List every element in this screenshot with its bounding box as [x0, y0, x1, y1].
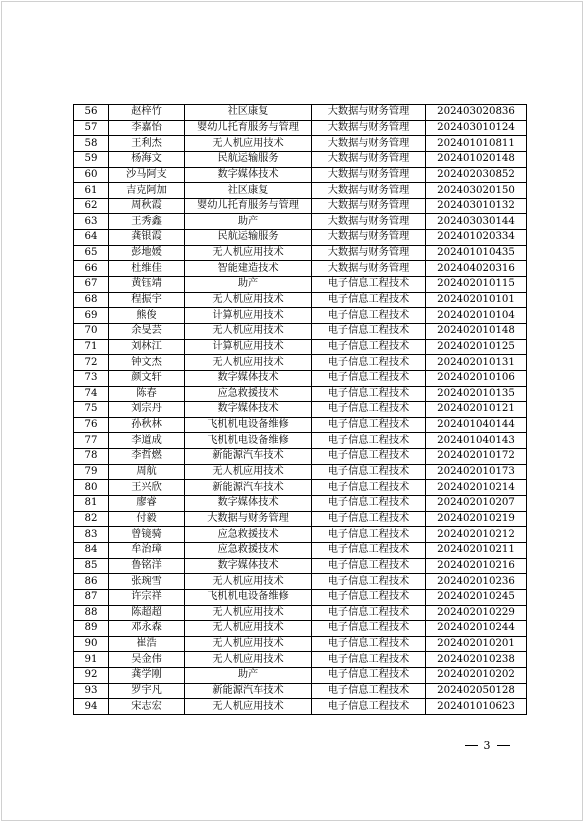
student-name-cell: 张琬雪: [109, 574, 185, 590]
major-cell: 婴幼儿托育服务与管理: [185, 120, 312, 136]
row-number-cell: 56: [74, 105, 109, 121]
row-number-cell: 79: [74, 464, 109, 480]
table-row: [74, 214, 527, 230]
major-cell: 数字媒体技术: [185, 402, 312, 418]
table-row: [74, 386, 527, 402]
college-cell: 电子信息工程技术: [312, 699, 426, 715]
student-id-cell: 202402010219: [426, 511, 527, 527]
college-cell: 电子信息工程技术: [312, 558, 426, 574]
college-cell: 大数据与财务管理: [312, 105, 426, 121]
left-dash: [465, 745, 478, 746]
table-row: [74, 480, 527, 496]
student-name-cell: 刘宗丹: [109, 402, 185, 418]
college-cell: 电子信息工程技术: [312, 496, 426, 512]
student-roster-table: [73, 104, 527, 715]
row-number-cell: 57: [74, 120, 109, 136]
row-number-cell: 92: [74, 668, 109, 684]
major-cell: 飞机机电设备维修: [185, 589, 312, 605]
student-id-cell: 202401010623: [426, 699, 527, 715]
row-number-cell: 80: [74, 480, 109, 496]
student-name-cell: 鲁铭洋: [109, 558, 185, 574]
college-cell: 电子信息工程技术: [312, 355, 426, 371]
table-row: [74, 292, 527, 308]
student-name-cell: 赵梓竹: [109, 105, 185, 121]
major-cell: 数字媒体技术: [185, 370, 312, 386]
major-cell: 民航运输服务: [185, 151, 312, 167]
table-row: [74, 355, 527, 371]
student-name-cell: 王秀鑫: [109, 214, 185, 230]
student-name-cell: 廖睿: [109, 496, 185, 512]
major-cell: 无人机应用技术: [185, 605, 312, 621]
student-id-cell: 202402010245: [426, 589, 527, 605]
row-number-cell: 94: [74, 699, 109, 715]
college-cell: 大数据与财务管理: [312, 198, 426, 214]
college-cell: 电子信息工程技术: [312, 449, 426, 465]
student-name-cell: 周航: [109, 464, 185, 480]
student-id-cell: 202402010207: [426, 496, 527, 512]
row-number-cell: 82: [74, 511, 109, 527]
student-id-cell: 202403020150: [426, 183, 527, 199]
student-id-cell: 202401040144: [426, 417, 527, 433]
row-number-cell: 88: [74, 605, 109, 621]
roster-body: [74, 105, 527, 715]
student-id-cell: 202402010172: [426, 449, 527, 465]
student-id-cell: 202402010211: [426, 542, 527, 558]
table-row: [74, 449, 527, 465]
student-id-cell: 202403010132: [426, 198, 527, 214]
student-name-cell: 孙秋林: [109, 417, 185, 433]
student-name-cell: 陈春: [109, 386, 185, 402]
student-name-cell: 熊俊: [109, 308, 185, 324]
table-row: [74, 652, 527, 668]
major-cell: 无人机应用技术: [185, 245, 312, 261]
major-cell: 无人机应用技术: [185, 292, 312, 308]
table-row: [74, 542, 527, 558]
table-row: [74, 245, 527, 261]
college-cell: 电子信息工程技术: [312, 292, 426, 308]
student-name-cell: 曾镜骑: [109, 527, 185, 543]
row-number-cell: 74: [74, 386, 109, 402]
table-row: [74, 308, 527, 324]
row-number-cell: 68: [74, 292, 109, 308]
college-cell: 电子信息工程技术: [312, 527, 426, 543]
student-name-cell: 杜维佳: [109, 261, 185, 277]
page-number-text: 3: [483, 738, 491, 752]
college-cell: 电子信息工程技术: [312, 683, 426, 699]
major-cell: 无人机应用技术: [185, 699, 312, 715]
major-cell: 应急救援技术: [185, 542, 312, 558]
student-id-cell: 202402010106: [426, 370, 527, 386]
student-id-cell: 202402010202: [426, 668, 527, 684]
college-cell: 电子信息工程技术: [312, 668, 426, 684]
major-cell: 无人机应用技术: [185, 574, 312, 590]
table-row: [74, 339, 527, 355]
row-number-cell: 78: [74, 449, 109, 465]
major-cell: 无人机应用技术: [185, 464, 312, 480]
college-cell: 电子信息工程技术: [312, 511, 426, 527]
row-number-cell: 62: [74, 198, 109, 214]
student-name-cell: 牟治璋: [109, 542, 185, 558]
student-id-cell: 202402010244: [426, 621, 527, 637]
major-cell: 无人机应用技术: [185, 621, 312, 637]
student-id-cell: 202402010121: [426, 402, 527, 418]
row-number-cell: 75: [74, 402, 109, 418]
row-number-cell: 91: [74, 652, 109, 668]
student-id-cell: 202402010101: [426, 292, 527, 308]
college-cell: 大数据与财务管理: [312, 230, 426, 246]
student-name-cell: 彭地媛: [109, 245, 185, 261]
student-id-cell: 202401040143: [426, 433, 527, 449]
major-cell: 新能源汽车技术: [185, 480, 312, 496]
table-row: [74, 167, 527, 183]
table-row: [74, 464, 527, 480]
table-row: [74, 370, 527, 386]
row-number-cell: 70: [74, 323, 109, 339]
major-cell: 计算机应用技术: [185, 308, 312, 324]
right-dash: [497, 745, 510, 746]
row-number-cell: 81: [74, 496, 109, 512]
table-row: [74, 496, 527, 512]
major-cell: 大数据与财务管理: [185, 511, 312, 527]
row-number-cell: 63: [74, 214, 109, 230]
major-cell: 无人机应用技术: [185, 355, 312, 371]
table-row: [74, 136, 527, 152]
table-row: [74, 261, 527, 277]
student-name-cell: 周秋霞: [109, 198, 185, 214]
table-row: [74, 558, 527, 574]
student-name-cell: 颜文轩: [109, 370, 185, 386]
row-number-cell: 90: [74, 636, 109, 652]
student-name-cell: 李哲燃: [109, 449, 185, 465]
student-id-cell: 202402010135: [426, 386, 527, 402]
major-cell: 无人机应用技术: [185, 323, 312, 339]
student-id-cell: 202402010216: [426, 558, 527, 574]
student-name-cell: 吉克阿加: [109, 183, 185, 199]
row-number-cell: 85: [74, 558, 109, 574]
student-id-cell: 202401010811: [426, 136, 527, 152]
college-cell: 电子信息工程技术: [312, 386, 426, 402]
college-cell: 电子信息工程技术: [312, 277, 426, 293]
student-id-cell: 202403020836: [426, 105, 527, 121]
row-number-cell: 86: [74, 574, 109, 590]
student-id-cell: 202403010124: [426, 120, 527, 136]
college-cell: 电子信息工程技术: [312, 589, 426, 605]
student-name-cell: 付毅: [109, 511, 185, 527]
table-row: [74, 574, 527, 590]
college-cell: 大数据与财务管理: [312, 261, 426, 277]
student-id-cell: 202402010214: [426, 480, 527, 496]
row-number-cell: 89: [74, 621, 109, 637]
table-row: [74, 183, 527, 199]
student-id-cell: 202402010236: [426, 574, 527, 590]
college-cell: 电子信息工程技术: [312, 605, 426, 621]
table-row: [74, 230, 527, 246]
table-row: [74, 589, 527, 605]
table-row: [74, 198, 527, 214]
table-row: [74, 433, 527, 449]
table-row: [74, 323, 527, 339]
student-name-cell: 陈超超: [109, 605, 185, 621]
student-name-cell: 杨海文: [109, 151, 185, 167]
major-cell: 计算机应用技术: [185, 339, 312, 355]
major-cell: 婴幼儿托育服务与管理: [185, 198, 312, 214]
student-id-cell: 202402010125: [426, 339, 527, 355]
student-name-cell: 龚学刚: [109, 668, 185, 684]
major-cell: 助产: [185, 277, 312, 293]
student-name-cell: 龚银霞: [109, 230, 185, 246]
student-id-cell: 202402010201: [426, 636, 527, 652]
table-row: [74, 527, 527, 543]
college-cell: 大数据与财务管理: [312, 151, 426, 167]
table-row: [74, 511, 527, 527]
college-cell: 大数据与财务管理: [312, 183, 426, 199]
college-cell: 大数据与财务管理: [312, 167, 426, 183]
table-row: [74, 151, 527, 167]
major-cell: 助产: [185, 668, 312, 684]
student-id-cell: 202402010229: [426, 605, 527, 621]
row-number-cell: 66: [74, 261, 109, 277]
row-number-cell: 59: [74, 151, 109, 167]
table-row: [74, 105, 527, 121]
college-cell: 电子信息工程技术: [312, 480, 426, 496]
college-cell: 电子信息工程技术: [312, 417, 426, 433]
row-number-cell: 93: [74, 683, 109, 699]
table-row: [74, 605, 527, 621]
student-name-cell: 罗宇凡: [109, 683, 185, 699]
row-number-cell: 69: [74, 308, 109, 324]
major-cell: 应急救援技术: [185, 386, 312, 402]
major-cell: 数字媒体技术: [185, 167, 312, 183]
college-cell: 电子信息工程技术: [312, 402, 426, 418]
college-cell: 电子信息工程技术: [312, 323, 426, 339]
student-id-cell: 202402010148: [426, 323, 527, 339]
student-name-cell: 李道成: [109, 433, 185, 449]
table-row: [74, 277, 527, 293]
row-number-cell: 73: [74, 370, 109, 386]
student-name-cell: 邓永森: [109, 621, 185, 637]
major-cell: 无人机应用技术: [185, 636, 312, 652]
major-cell: 新能源汽车技术: [185, 449, 312, 465]
college-cell: 电子信息工程技术: [312, 652, 426, 668]
student-id-cell: 202402010115: [426, 277, 527, 293]
table-row: [74, 417, 527, 433]
row-number-cell: 76: [74, 417, 109, 433]
row-number-cell: 84: [74, 542, 109, 558]
college-cell: 电子信息工程技术: [312, 636, 426, 652]
table-row: [74, 683, 527, 699]
table-row: [74, 636, 527, 652]
student-id-cell: 202402010104: [426, 308, 527, 324]
row-number-cell: 60: [74, 167, 109, 183]
college-cell: 大数据与财务管理: [312, 136, 426, 152]
student-name-cell: 吴金伟: [109, 652, 185, 668]
student-name-cell: 崔浩: [109, 636, 185, 652]
table-row: [74, 699, 527, 715]
student-name-cell: 沙马阿支: [109, 167, 185, 183]
row-number-cell: 72: [74, 355, 109, 371]
college-cell: 电子信息工程技术: [312, 433, 426, 449]
major-cell: 社区康复: [185, 105, 312, 121]
major-cell: 智能建造技术: [185, 261, 312, 277]
table-row: [74, 621, 527, 637]
major-cell: 无人机应用技术: [185, 136, 312, 152]
college-cell: 电子信息工程技术: [312, 370, 426, 386]
college-cell: 电子信息工程技术: [312, 574, 426, 590]
student-name-cell: 许宗祥: [109, 589, 185, 605]
major-cell: 新能源汽车技术: [185, 683, 312, 699]
student-id-cell: 202403030144: [426, 214, 527, 230]
row-number-cell: 87: [74, 589, 109, 605]
major-cell: 无人机应用技术: [185, 652, 312, 668]
row-number-cell: 65: [74, 245, 109, 261]
row-number-cell: 71: [74, 339, 109, 355]
major-cell: 应急救援技术: [185, 527, 312, 543]
row-number-cell: 83: [74, 527, 109, 543]
major-cell: 助产: [185, 214, 312, 230]
student-name-cell: 王兴欣: [109, 480, 185, 496]
college-cell: 电子信息工程技术: [312, 308, 426, 324]
student-id-cell: 202402010173: [426, 464, 527, 480]
student-name-cell: 宋志宏: [109, 699, 185, 715]
student-name-cell: 王利杰: [109, 136, 185, 152]
college-cell: 电子信息工程技术: [312, 464, 426, 480]
major-cell: 数字媒体技术: [185, 558, 312, 574]
row-number-cell: 58: [74, 136, 109, 152]
student-id-cell: 202402010212: [426, 527, 527, 543]
page-number: [462, 737, 512, 753]
college-cell: 大数据与财务管理: [312, 245, 426, 261]
college-cell: 大数据与财务管理: [312, 214, 426, 230]
student-id-cell: 202401020334: [426, 230, 527, 246]
major-cell: 飞机机电设备维修: [185, 433, 312, 449]
student-id-cell: 202401020148: [426, 151, 527, 167]
student-name-cell: 余旻芸: [109, 323, 185, 339]
major-cell: 社区康复: [185, 183, 312, 199]
major-cell: 数字媒体技术: [185, 496, 312, 512]
major-cell: 飞机机电设备维修: [185, 417, 312, 433]
row-number-cell: 77: [74, 433, 109, 449]
row-number-cell: 67: [74, 277, 109, 293]
student-name-cell: 钟文杰: [109, 355, 185, 371]
college-cell: 电子信息工程技术: [312, 542, 426, 558]
table-row: [74, 120, 527, 136]
student-name-cell: 程振宇: [109, 292, 185, 308]
student-id-cell: 202402030852: [426, 167, 527, 183]
major-cell: 民航运输服务: [185, 230, 312, 246]
student-name-cell: 李嘉怡: [109, 120, 185, 136]
student-name-cell: 黄钰靖: [109, 277, 185, 293]
row-number-cell: 61: [74, 183, 109, 199]
student-id-cell: 202404020316: [426, 261, 527, 277]
student-id-cell: 202401010435: [426, 245, 527, 261]
row-number-cell: 64: [74, 230, 109, 246]
student-id-cell: 202402010238: [426, 652, 527, 668]
table-row: [74, 668, 527, 684]
table-row: [74, 402, 527, 418]
student-id-cell: 202402010131: [426, 355, 527, 371]
student-id-cell: 202402050128: [426, 683, 527, 699]
college-cell: 大数据与财务管理: [312, 120, 426, 136]
student-name-cell: 刘林江: [109, 339, 185, 355]
college-cell: 电子信息工程技术: [312, 339, 426, 355]
college-cell: 电子信息工程技术: [312, 621, 426, 637]
